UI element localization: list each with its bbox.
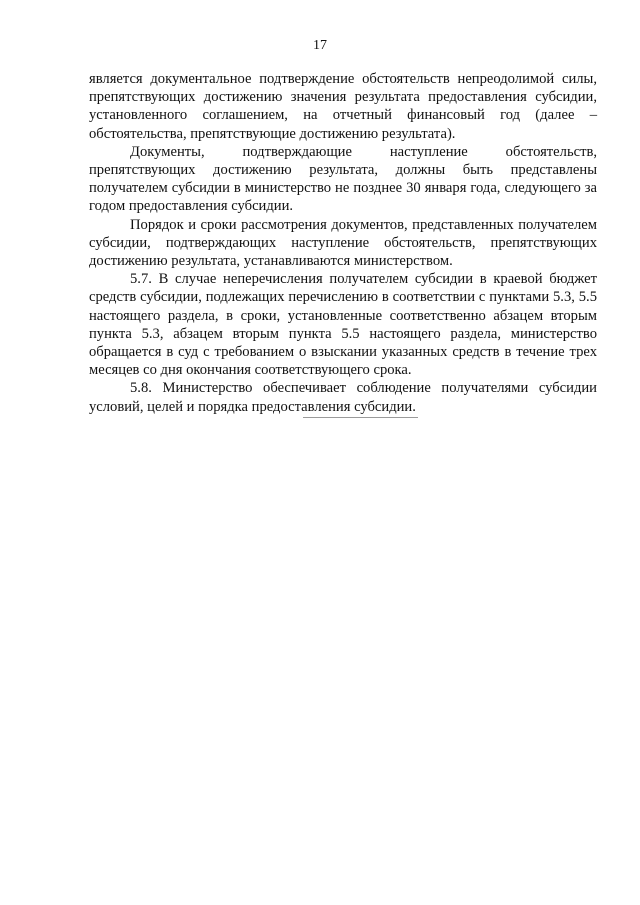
document-body [89,70,597,416]
page-number: 17 [313,38,327,53]
paragraph-continuation: является документальное подтверждение обстоятельств непреодолимой силы, препятствующих достижению значения результата предоставления субсидии, установленного соглашением, на отчетный финансовый год (далее – обстоятельства, препятствующие достижению результата). [89,71,597,142]
paragraph-documents: Документы, подтверждающие наступление обстоятельств, препятствующих достижению результата, должны быть представлены получателем субсидии в министерство не позднее 30 января года, следующего за годом предоставления субсидии. [89,143,597,215]
paragraph-5-8: 5.8. Министерство обеспечивает соблюдение получателями субсидии условий, целей и порядка предоставления субсидии. [89,380,597,415]
paragraph-5-7: 5.7. В случае неперечисления получателем субсидии в краевой бюджет средств субсидии, подлежащих перечислению в соответствии с пунктами 5.3, 5.5 настоящего раздела, в сроки, установленные соответственно абзацем вторым пункта 5.3, абзацем вторым пункта 5.5 настоящего раздела, министерство обращается в суд с требованием о взыскании указанных средств в течение трех месяцев со дня окончания соответствующего срока. [89,271,597,379]
end-divider [303,417,418,418]
paragraph-procedure: Порядок и сроки рассмотрения документов, представленных получателем субсидии, подтверждающих наступление обстоятельств, препятствующих достижению результата, устанавливаются министерством. [89,216,597,270]
